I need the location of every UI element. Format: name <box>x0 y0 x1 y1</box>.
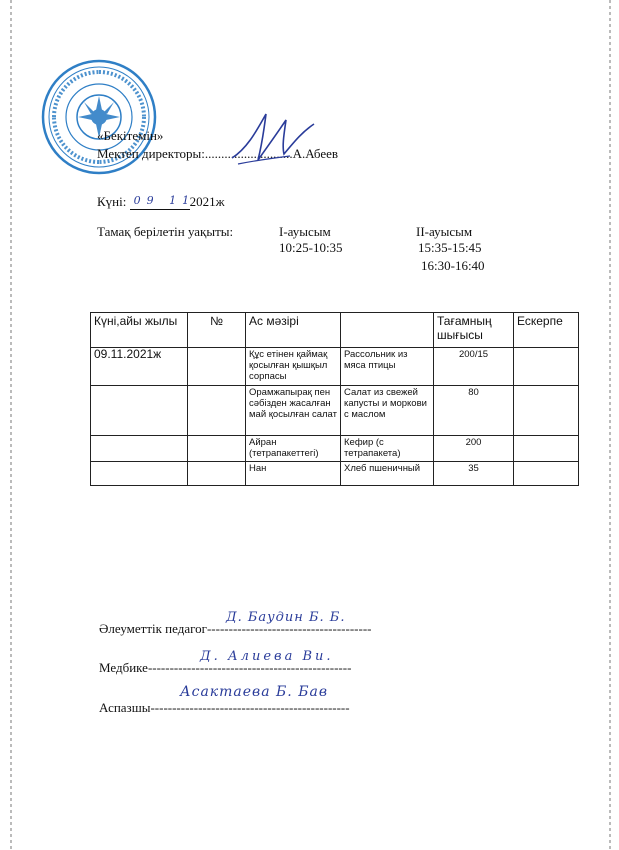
approval-text: «Бекітемін» <box>97 128 164 143</box>
date-blank <box>130 194 196 210</box>
shift1-title: I-ауысым <box>279 224 331 239</box>
row-number <box>188 348 246 386</box>
header-menu: Ас мәзірі <box>246 313 341 348</box>
date-suffix: 2021ж <box>189 194 225 209</box>
row-dish-ru: Хлеб пшеничный <box>341 462 434 486</box>
row-date: 09.11.2021ж <box>91 348 188 386</box>
header-note: Ескерпе <box>514 313 579 348</box>
row-note <box>514 462 579 486</box>
nurse-dashes: ----------------------------------------------- <box>147 660 352 675</box>
director-signature <box>228 108 318 168</box>
table-header-row <box>91 313 579 348</box>
nurse-signature: Д. Алиева Ви. <box>200 649 334 664</box>
row-dish-kz: Айран (тетрапакеттегі) <box>246 436 341 462</box>
row-note <box>514 386 579 436</box>
row-note <box>514 348 579 386</box>
row-number <box>188 386 246 436</box>
social-pedagogue-signature: Д. Баудин Б. Б. <box>226 610 346 625</box>
cook-line <box>99 700 350 716</box>
shift2-time1: 15:35-15:45 <box>418 240 482 255</box>
menu-table <box>90 312 579 486</box>
shift2-time2: 16:30-16:40 <box>421 258 485 273</box>
table-row <box>91 386 579 436</box>
row-dish-ru: Кефир (с тетрапакета) <box>341 436 434 462</box>
director-label: Мектеп директоры: <box>97 146 205 161</box>
cook-dashes: ---------------------------------------------- <box>150 700 350 715</box>
row-date <box>91 436 188 462</box>
row-number <box>188 462 246 486</box>
table-row <box>91 348 579 386</box>
cook-signature: Асактаева Б. Бав <box>180 684 328 700</box>
row-amount: 200/15 <box>434 348 514 386</box>
header-menu-ru <box>341 313 434 348</box>
row-amount: 35 <box>434 462 514 486</box>
social-pedagogue-dashes: -------------------------------------- <box>206 621 372 636</box>
header-number: № <box>188 313 246 348</box>
date-label: Күні: <box>97 194 127 209</box>
nurse-label: Медбике <box>99 660 148 675</box>
row-amount: 80 <box>434 386 514 436</box>
director-name: А.Абеев <box>292 146 339 161</box>
meal-time-label: Тамақ берілетін уақыты: <box>97 224 234 239</box>
row-dish-kz: Құс етінен қаймақ қосылған қышқыл сорпасы <box>246 348 341 386</box>
row-date <box>91 462 188 486</box>
row-amount: 200 <box>434 436 514 462</box>
row-dish-kz: Нан <box>246 462 341 486</box>
row-dish-kz: Орамжапырақ пен сәбізден жасалған май қосылған салат <box>246 386 341 436</box>
shift1-time: 10:25-10:35 <box>279 240 343 255</box>
page-edge-right <box>609 0 611 850</box>
row-dish-ru: Салат из свежей капусты и моркови с маслом <box>341 386 434 436</box>
cook-label: Аспазшы <box>99 700 151 715</box>
director-dots: ........................... <box>204 146 293 161</box>
row-number <box>188 436 246 462</box>
shift2-title: II-ауысым <box>416 224 473 239</box>
row-date <box>91 386 188 436</box>
page-edge-left <box>10 0 12 850</box>
header-output: Тағамның шығысы <box>434 313 514 348</box>
date-handwritten: 09 11 <box>133 194 196 207</box>
date-line <box>97 194 225 210</box>
row-note <box>514 436 579 462</box>
table-row <box>91 462 579 486</box>
header-date: Күні,айы жылы <box>91 313 188 348</box>
social-pedagogue-label: Әлеуметтік педагог <box>99 621 207 636</box>
table-row <box>91 436 579 462</box>
row-dish-ru: Рассольник из мяса птицы <box>341 348 434 386</box>
